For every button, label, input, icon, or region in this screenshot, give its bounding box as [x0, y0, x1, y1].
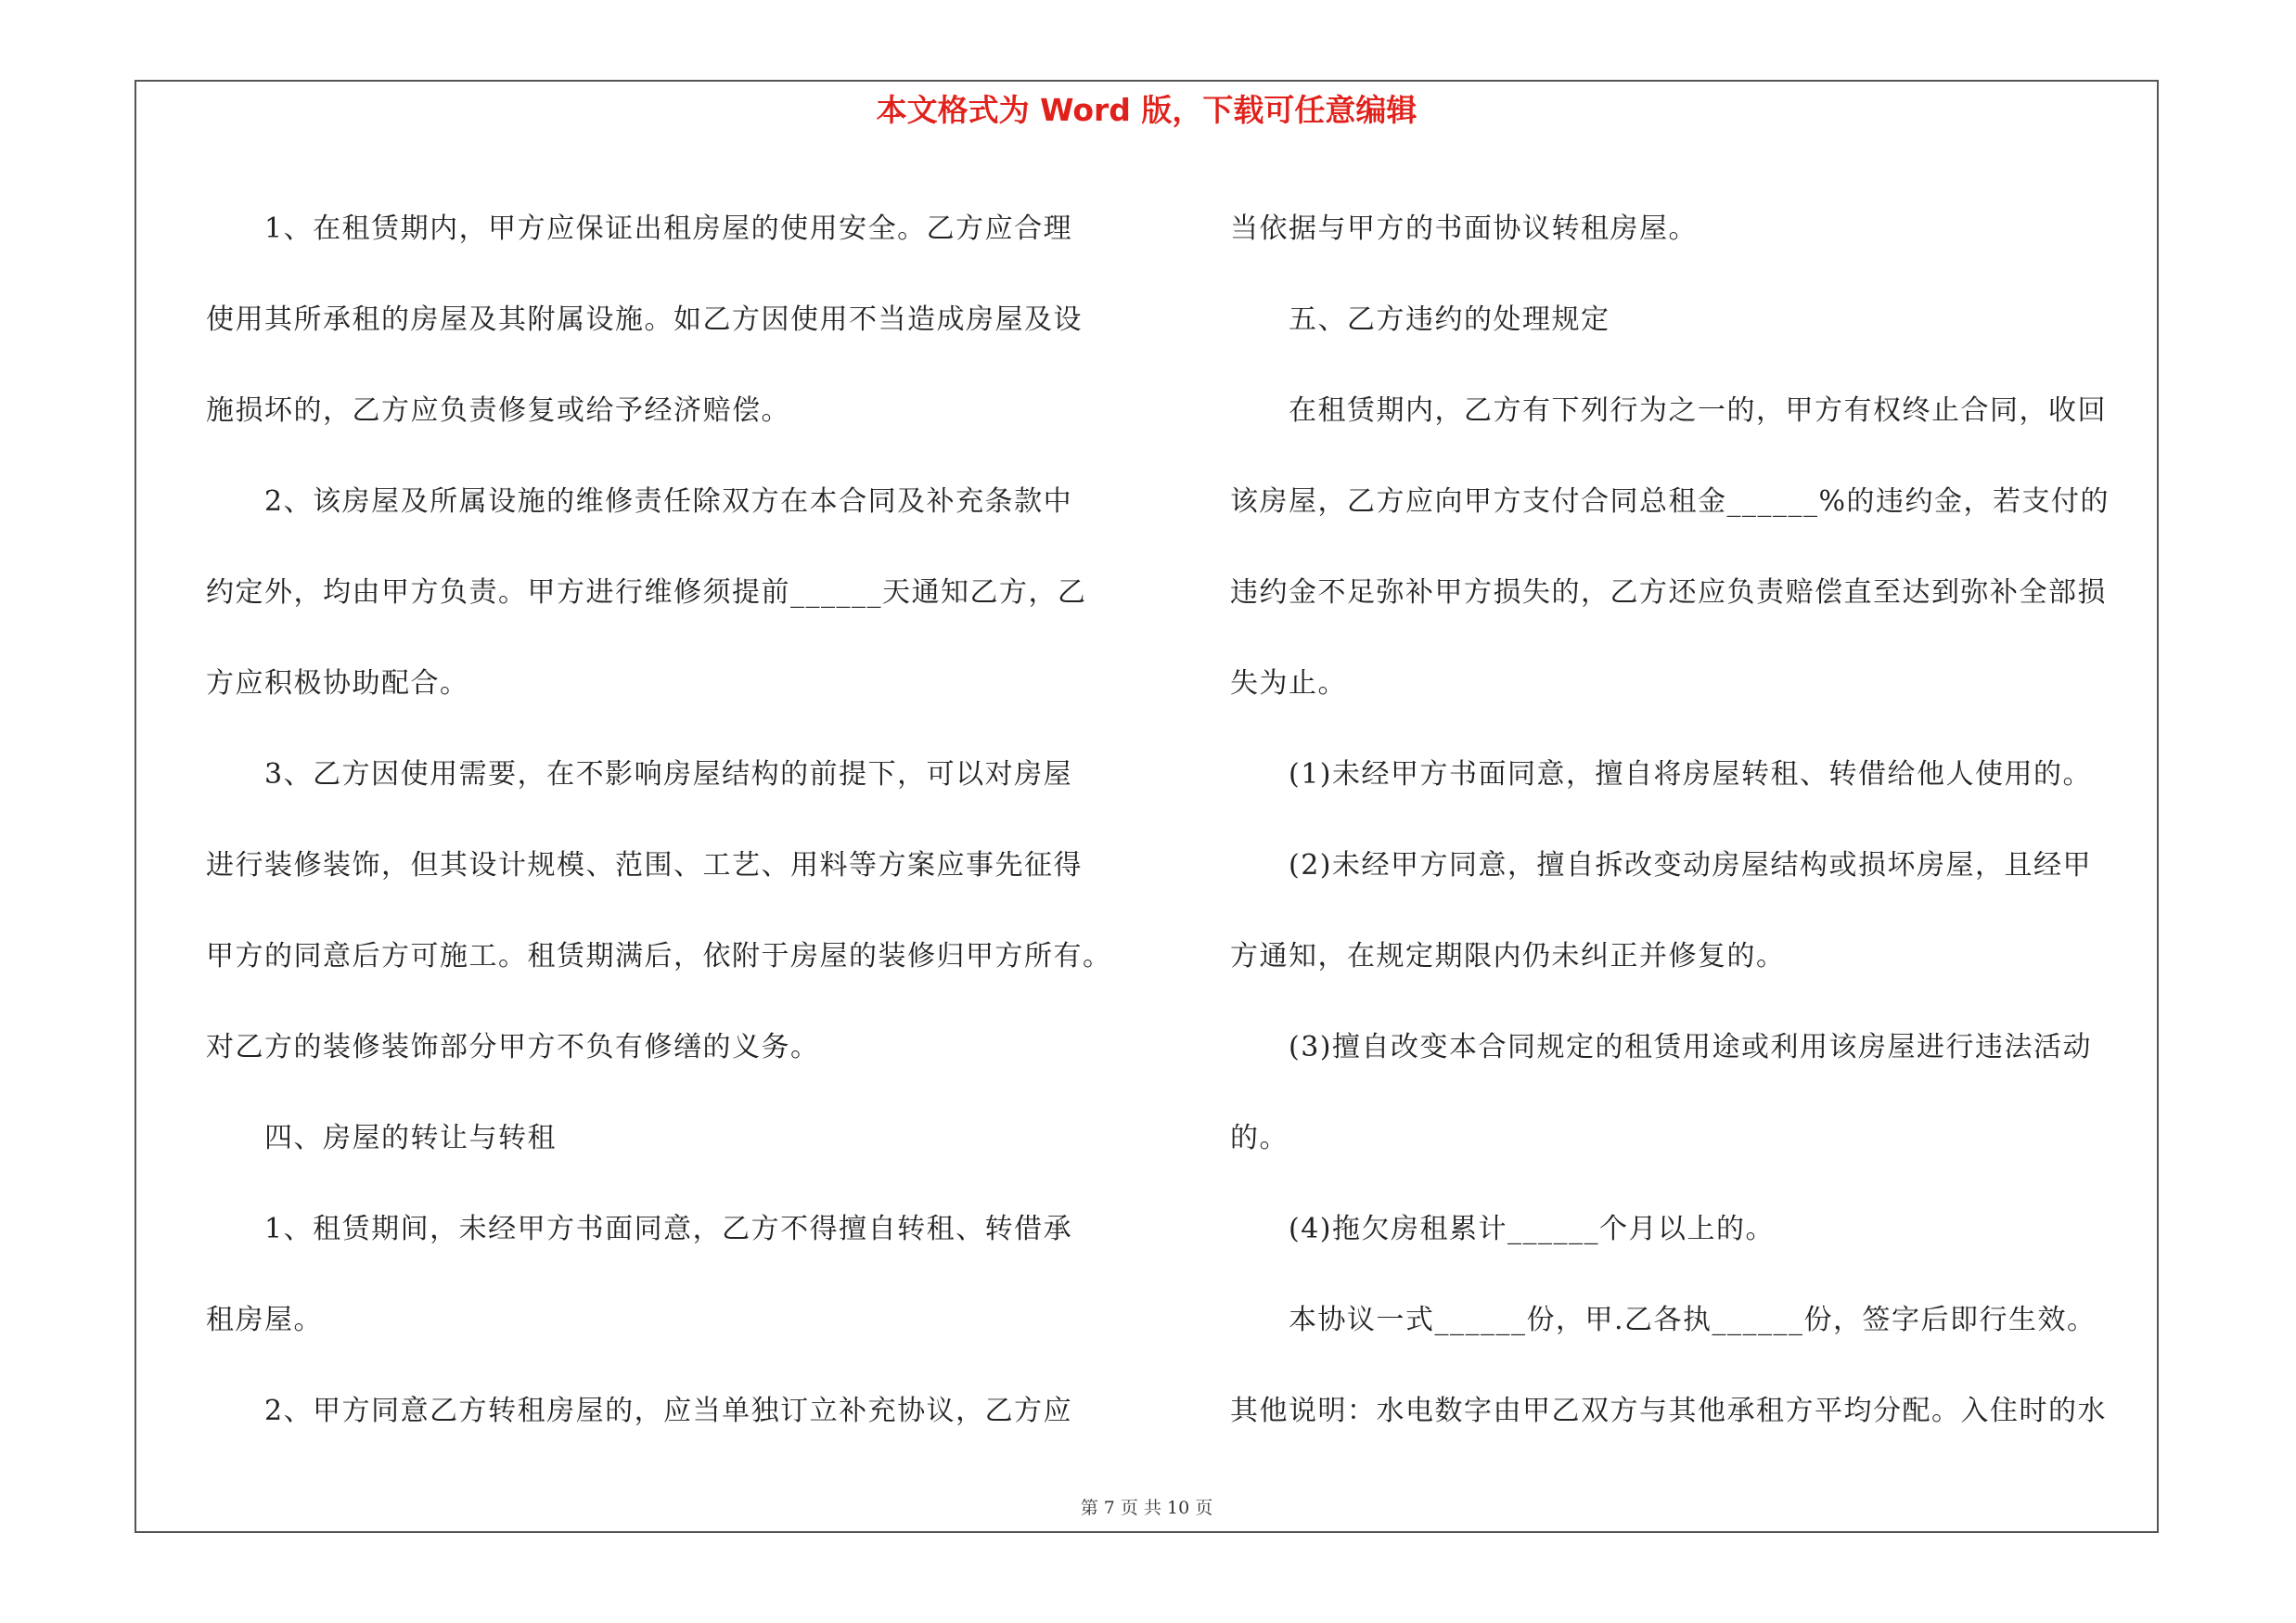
paragraph-line: (2)未经甲方同意，擅自拆改变动房屋结构或损坏房屋，且经甲 — [1289, 849, 2092, 882]
paragraph-line: (4)拖欠房租累计______个月以上的。 — [1289, 1213, 1775, 1245]
paragraph-line: 3、乙方因使用需要，在不影响房屋结构的前提下，可以对房屋 — [264, 758, 1073, 791]
left-text-column — [206, 184, 1134, 1457]
format-notice-banner: 本文格式为 Word 版，下载可任意编辑 — [876, 92, 1417, 128]
paragraph-line: 当依据与甲方的书面协议转租房屋。 — [1230, 213, 1698, 245]
paragraph-line: (1)未经甲方书面同意，擅自将房屋转租、转借给他人使用的。 — [1289, 758, 2092, 791]
paragraph-line: 施损坏的，乙方应负责修复或给予经济赔偿。 — [206, 394, 790, 427]
paragraph-line: 方应积极协助配合。 — [206, 667, 469, 700]
paragraph-line: 的。 — [1230, 1122, 1289, 1154]
paragraph-line: 其他说明：水电数字由甲乙双方与其他承租方平均分配。入住时的水 — [1230, 1395, 2107, 1427]
paragraph-line: 2、甲方同意乙方转租房屋的，应当单独订立补充协议，乙方应 — [264, 1395, 1073, 1427]
paragraph-line: 使用其所承租的房屋及其附属设施。如乙方因使用不当造成房屋及设 — [206, 303, 1083, 336]
page-number-footer: 第 7 页 共 10 页 — [1080, 1498, 1213, 1518]
paragraph-line: 进行装修装饰，但其设计规模、范围、工艺、用料等方案应事先征得 — [206, 849, 1083, 882]
paragraph-line: (3)擅自改变本合同规定的租赁用途或利用该房屋进行违法活动 — [1289, 1031, 2092, 1063]
paragraph-line: 在租赁期内，乙方有下列行为之一的，甲方有权终止合同，收回 — [1289, 394, 2107, 427]
right-text-column — [1230, 184, 2158, 1457]
paragraph-line: 约定外，均由甲方负责。甲方进行维修须提前______天通知乙方，乙 — [206, 576, 1087, 609]
paragraph-line: 1、在租赁期内，甲方应保证出租房屋的使用安全。乙方应合理 — [264, 213, 1073, 245]
paragraph-line: 该房屋，乙方应向甲方支付合同总租金______%的违约金，若支付的 — [1230, 485, 2110, 518]
paragraph-line: 1、租赁期间，未经甲方书面同意，乙方不得擅自转租、转借承 — [264, 1213, 1073, 1245]
paragraph-line: 对乙方的装修装饰部分甲方不负有修缮的义务。 — [206, 1031, 820, 1063]
paragraph-line: 2、该房屋及所属设施的维修责任除双方在本合同及补充条款中 — [264, 485, 1073, 518]
paragraph-line: 甲方的同意后方可施工。租赁期满后，依附于房屋的装修归甲方所有。 — [206, 940, 1112, 973]
paragraph-line: 失为止。 — [1230, 667, 1347, 700]
paragraph-line: 违约金不足弥补甲方损失的，乙方还应负责赔偿直至达到弥补全部损 — [1230, 576, 2107, 609]
paragraph-line: 方通知，在规定期限内仍未纠正并修复的。 — [1230, 940, 1786, 973]
paragraph-line: 本协议一式______份，甲.乙各执______份，签字后即行生效。 — [1289, 1304, 2097, 1336]
section-heading: 五、乙方违约的处理规定 — [1289, 303, 1610, 336]
section-heading: 四、房屋的转让与转租 — [264, 1122, 557, 1154]
paragraph-line: 租房屋。 — [206, 1304, 323, 1336]
